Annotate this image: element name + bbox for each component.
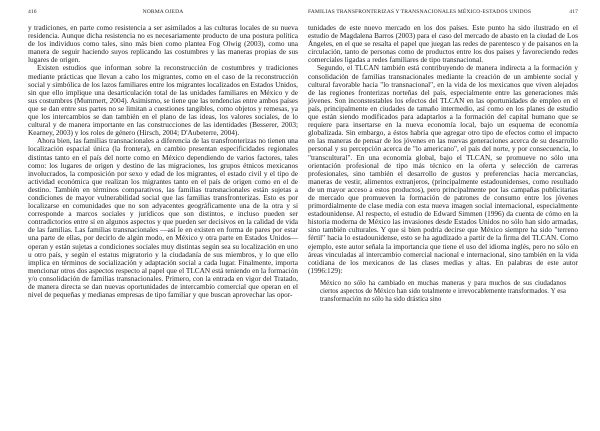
right-paragraph-1: tunidades de este nuevo mercado en los dos países. Este punto ha sido ilustrado en el estudio de Magdalena Barros (2003) para el caso del mercado de abasto en la ciudad de Los Ángeles, en el que se resalta el papel que juegan las redes de parentesco y de paisanos en la circulación, tanto de personas como de productos entre los dos países y favoreciendo redes comerciales ligadas a redes familiares de tipo transnacional. (308, 23, 578, 65)
right-page-header (308, 9, 578, 19)
right-page-body (308, 24, 578, 304)
left-paragraph-3: Ahora bien, las familias transnacionales a diferencia de las transfronterizas no tienen una localización espacial única (la frontera), en cambio presentan especificidades regionales distintas tanto en el país del norte como en México dependiendo de varios factores, tales como: los lugares de origen y destino de las migraciones, los grupos étnicos mexicanos involucrados, la composición por sexo y edad de los migrantes, el estado civil y el tipo de actividad económica que realizan los migrantes tanto en el país de origen como en el de destino. También en términos comparativos, las familias transnacionales están sujetas a condiciones de mayor vulnerabilidad social que las familias transfronterizas. Esto es por localizarse en comunidades que no son adyacentes geográficamente una de la otra y si corresponde a marcos sociales y jurídicos que son distintos, e incluso pueden ser contradictorios entre sí en algunos aspectos y que pueden ser decisivos en la calidad de vida de las familias. Las familias transnacionales —así le en existen en forma de pares por estar una parte de ellas, por decirlo de algún modo, en México y otra parte en Estados Unidos— operan y están sujetas a condiciones sociales muy distintas según sea su localización en uno u otro país, y según el estatus migratorio y la ciudadanía de sus miembros, y lo que ello implica en términos de socialización y adaptación social a cada lugar. Finalmente, importa mencionar otros dos aspectos respecto al papel que el TLCAN está teniendo en la formación y/o consolidación de familias transnacionales. Primero, con la entrada en vigor del Tratado, de manera directa se dan nuevas oportunidades de intercambio comercial que operan en el nivel de pequeñas y medianas empresas de tipo familiar y que buscan aprovechar las opor- (28, 136, 298, 300)
right-running-head: FAMILIAS TRANSFRONTERIZAS Y TRANSNACIONALES MÉXICO-ESTADOS UNIDOS (308, 9, 532, 15)
left-page (28, 0, 298, 431)
right-page (308, 0, 578, 431)
left-page-number: 416 (28, 9, 37, 15)
right-paragraph-2: Segundo, el TLCAN también está contribuyendo de manera indirecta a la formación y consolidación de familias transnacionales mediante la creación de un ambiente social y cultural favorable hacia "lo transnacional", en la vida de los mexicanos que viven alejados de las regiones fronterizas norteñas del país, especialmente entre las generaciones más jóvenes. Son inconstestables los efectos del TLCAN en las oportunidades de empleo en el país, principalmente en ciudades de tamaño intermedio, así como en los planes de estudio que están siendo modificados para adaptarlos a la formación del capital humano que se requiere para insertarse en la nueva economía local, bajo un esquema de economía globalizada. Sin embargo, a éstos habría que agregar otro tipo de efectos como el impacto en las maneras de pensar de los jóvenes en las nuevas generaciones acerca de su desarrollo personal y su percepción acerca de "lo americano", el país del norte, y por consecuencia, lo "transcultural". En una economía global, bajo el TLCAN, se promueve no sólo una orientación profesional de tipo más técnico en la oferta y selección de carreras profesionales, sino también el desarrollo de gustos y preferencias hacia mercancías, maneras de vestir, alimentos extranjeros, (principalmente estadounidenses, como resultado de un mayor acceso a estos productos), pero principalmente por las campañas publicitarias de mercado que promueven la formación de patrones de consumo entre los jóvenes primordialmente de clase media con esta nueva imagen social internacional, especialmente estadounidense. Al respecto, el estudio de Edward Simmen (1996) da cuenta de cómo en la historia moderna de México las invasiones desde Estados Unidos no sólo han sido armadas, sino también culturales. Y que si bien podría decirse que México siempre ha sido "terreno fértil" hacia lo estadounidense, esto se ha agudizado a partir de la firma del TLCAN. Como ejemplo, este autor señala la importancia que tiene el uso del idioma inglés, pero no sólo en áreas vinculadas al intercambio comercial nacional e internacional, sino también en la vida cotidiana de los mexicanos de las clases medias y altas. En palabras de este autor (1996:129): (308, 63, 578, 275)
left-page-body (28, 24, 298, 299)
block-quote (320, 280, 566, 304)
left-paragraph-2: Existen estudios que informan sobre la reconstrucción de costumbres y tradiciones mediante prácticas que llevan a cabo los migrantes, como en el caso de la reconstrucción social y simbólica de los lazos familiares entre los migrantes localizados en Estados Unidos, sin que ello implique una desarticulación total de las unidades familiares en México y de sus costumbres (Mummert, 2004). Asimismo, se tiene que las tendencias entre ambos países que se dan entre sus partes no se limitan a cuestiones tangibles, como objetos y remesas, ya que los intercambios se dan también en el plano de las ideas, los valores sociales, de lo cultural y de manera importante en las construcciones de las identidades (Besserer, 2003; Kearney, 2003) y los roles de género (Hirsch, 2004; D'Aubeterre, 2004). (28, 63, 298, 138)
right-page-number: 417 (569, 9, 578, 15)
left-page-header (28, 9, 298, 19)
block-quote-text: México no sólo ha cambiado en muchas maneras y para muchos de sus ciudadanos ciertos aspectos de México han sido totalmente e irrevocablemente transformados. Y esa transformación no sólo ha sido drástica sino (320, 279, 566, 303)
left-running-head: NORMA OJEDA (142, 9, 184, 15)
left-paragraph-1: y tradiciones, en parte como resistencia a ser asimilados a las culturas locales de su nueva residencia. Aunque dicha resistencia no es necesariamente producto de una postura política de los individuos como tales, sino más bien como plantea Fog Olwig (2003), como una manera de seguir haciendo suyos replicando las costumbres y las maneras propias de sus lugares de origen. (28, 23, 298, 65)
